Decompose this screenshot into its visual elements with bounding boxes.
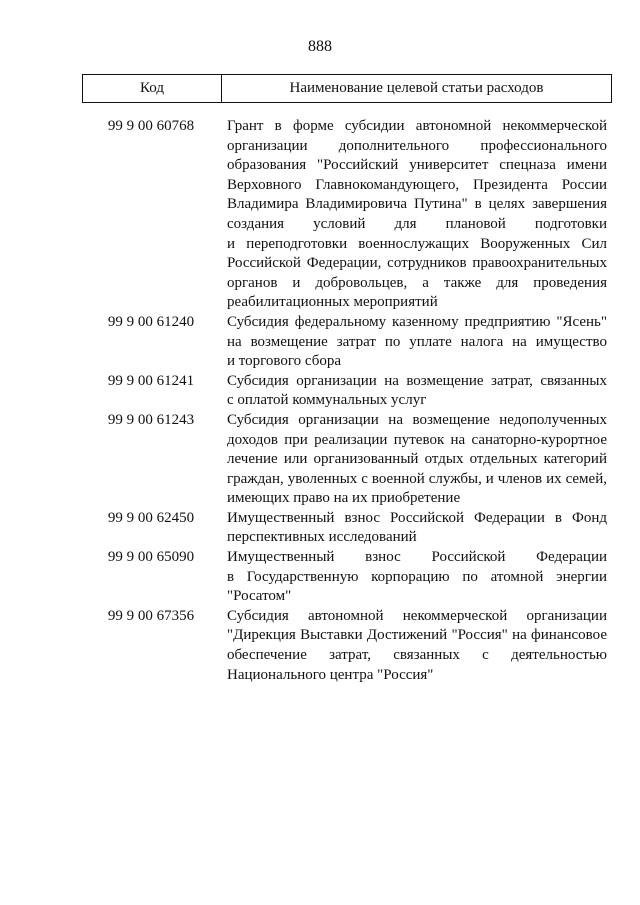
table-body	[82, 117, 612, 685]
row-code: 99 9 00 61240	[107, 313, 195, 330]
row-code: 99 9 00 62450	[107, 509, 195, 526]
description-line: Национального центра "Россия"	[227, 666, 434, 683]
row-code: 99 9 00 61241	[107, 372, 195, 389]
column-header-code: Код	[83, 75, 222, 102]
description-line: Субсидия федеральному казенному предприятию "Ясень"	[227, 313, 607, 330]
row-description	[227, 411, 607, 509]
description-line: "Росатом"	[227, 588, 292, 605]
description-line: обеспечение затрат, связанных с деятельностью	[227, 647, 607, 664]
description-line: "Дирекция Выставки Достижений "Россия" на финансовое	[227, 627, 607, 644]
row-description	[227, 313, 607, 372]
description-line: образования "Российский университет спецназа имени	[227, 157, 607, 174]
description-line: органов и добровольцев, а также для проведения	[227, 274, 607, 291]
table-header	[82, 74, 612, 103]
description-line: Субсидия организации на возмещение затрат, связанных	[227, 372, 607, 389]
row-description	[227, 372, 607, 411]
row-code: 99 9 00 60768	[107, 118, 195, 134]
description-line: граждан, уволенных с военной службы, и членов их семей,	[227, 470, 607, 487]
description-line: доходов при реализации путевок на санаторно-курортное	[227, 431, 607, 448]
row-description	[227, 548, 607, 607]
description-line: Имущественный взнос Российской Федерации	[227, 549, 607, 566]
page-number: 888	[308, 38, 332, 55]
description-line: Имущественный взнос Российской Федерации в Фонд	[227, 509, 607, 526]
description-line: реабилитационных мероприятий	[227, 294, 438, 311]
column-header-name: Наименование целевой статьи расходов	[289, 80, 544, 96]
description-line: Верховного Главнокомандующего, Президента России	[227, 176, 607, 193]
description-line: и торгового сбора	[227, 353, 342, 370]
description-line: на возмещение затрат по уплате налога на имущество	[227, 333, 607, 350]
description-line: Владимира Владимировича Путина" в целях завершения	[227, 196, 607, 213]
table-row	[82, 372, 612, 411]
table-row	[82, 117, 612, 313]
row-code: 99 9 00 67356	[107, 607, 195, 624]
description-line: и переподготовки военнослужащих Вооруженных Сил	[227, 235, 607, 252]
row-description	[227, 117, 607, 313]
description-line: Российской Федерации, сотрудников правоохранительных	[227, 255, 607, 272]
row-description	[227, 509, 607, 548]
description-line: в Государственную корпорацию по атомной энергии	[227, 568, 607, 585]
row-description	[227, 607, 607, 685]
row-code: 99 9 00 65090	[107, 549, 195, 566]
description-line: имеющих право на их приобретение	[227, 490, 461, 507]
description-line: Субсидия автономной некоммерческой организации	[227, 607, 607, 624]
description-line: создания условий для плановой подготовки	[227, 215, 607, 232]
table-row	[82, 411, 612, 509]
description-line: перспективных исследований	[227, 529, 417, 546]
description-line: Грант в форме субсидии автономной некоммерческой	[227, 118, 607, 134]
table-row	[82, 313, 612, 372]
table-row	[82, 509, 612, 548]
description-line: Субсидия организации на возмещение недополученных	[227, 411, 607, 428]
table-row	[82, 607, 612, 685]
row-code: 99 9 00 61243	[107, 411, 195, 428]
description-line: с оплатой коммунальных услуг	[227, 392, 427, 409]
table-row	[82, 548, 612, 607]
description-line: организации дополнительного профессионального	[227, 137, 607, 154]
description-line: лечение или организованный отдых отдельных категорий	[227, 451, 607, 468]
